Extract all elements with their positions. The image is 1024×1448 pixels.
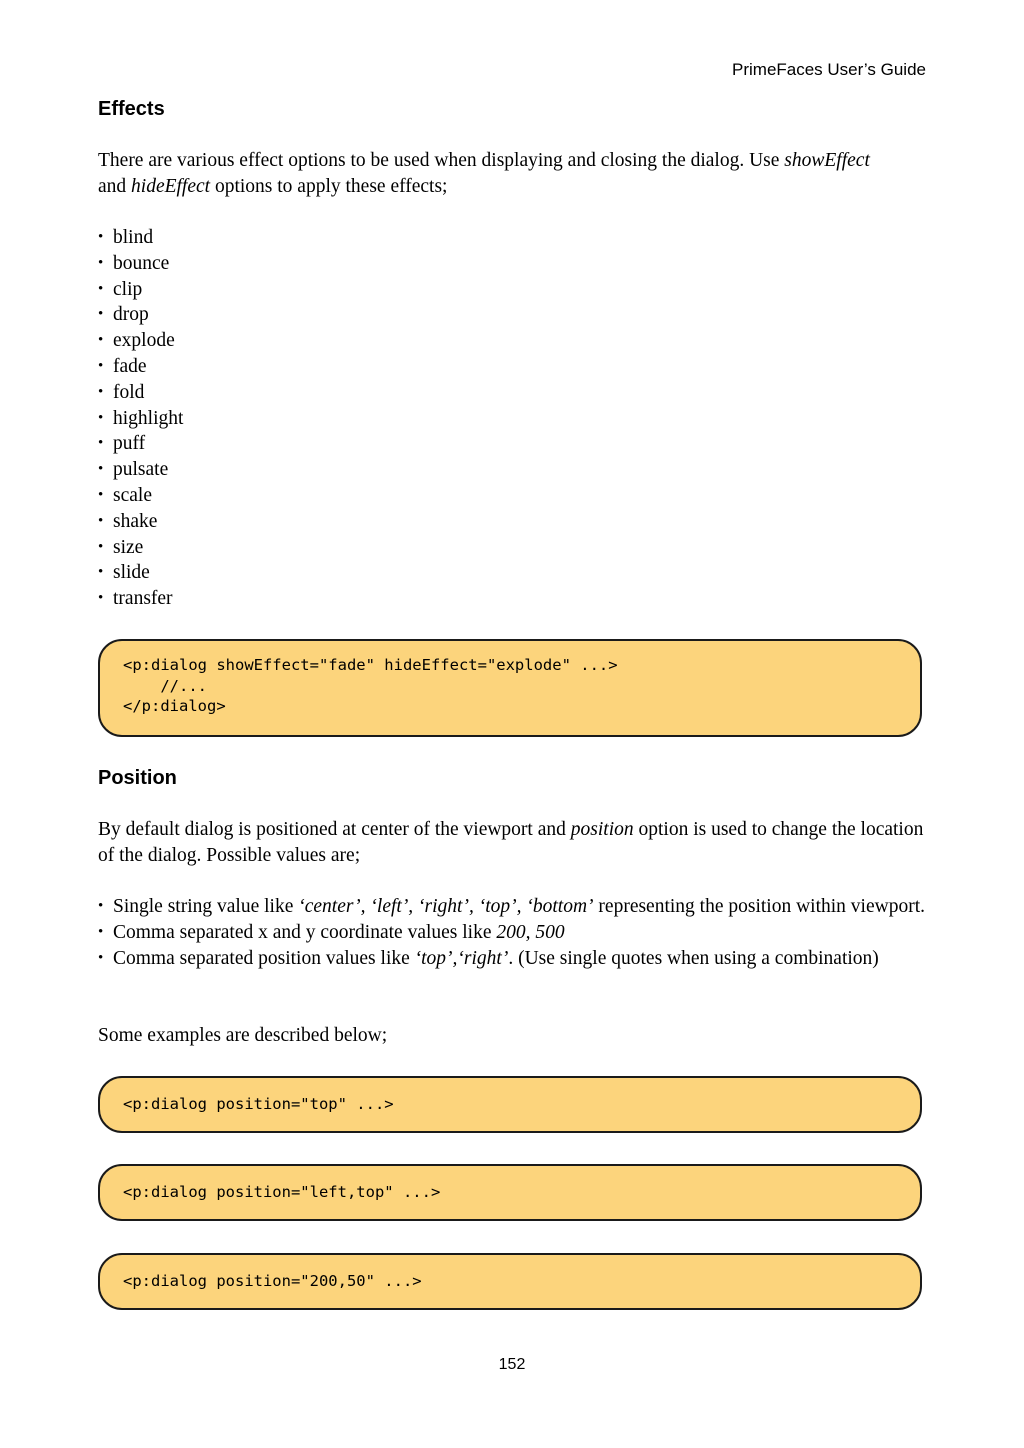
list-item: [98, 920, 928, 946]
list-item: • scale: [98, 483, 183, 509]
hide-effect-term: hideEffect: [131, 176, 211, 197]
bullet-text: . (Use single quotes when using a combination): [508, 947, 879, 969]
list-item: • explode: [98, 328, 183, 354]
list-item: • puff: [98, 431, 183, 457]
bullet-text: representing the position within viewport.: [593, 896, 925, 917]
effects-intro: [98, 148, 928, 200]
bullet-emphasis: ‘top’,‘right’: [414, 947, 509, 969]
list-item: • pulsate: [98, 457, 183, 483]
list-item: • drop: [98, 302, 183, 328]
bullet-text: Single string value like: [113, 896, 299, 917]
position-options-list: [98, 894, 928, 971]
bullet-emphasis: 200, 500: [496, 921, 565, 943]
list-item: • bounce: [98, 251, 183, 277]
effects-list: [98, 225, 183, 612]
effects-intro-text-3: options to apply these effects;: [210, 176, 448, 197]
running-header: PrimeFaces User’s Guide: [732, 60, 926, 79]
position-intro: [98, 817, 928, 869]
list-item: • clip: [98, 277, 183, 303]
bullet-text: Comma separated position values like: [113, 947, 415, 969]
list-item: • fold: [98, 380, 183, 406]
list-item: • blind: [98, 225, 183, 251]
list-item: • highlight: [98, 406, 183, 432]
bullet-text: Comma separated x and y coordinate values like: [113, 921, 497, 943]
list-item: • size: [98, 535, 183, 561]
page-number: 152: [498, 1356, 526, 1373]
position-code-left-top: <p:dialog position="left,top" ...>: [98, 1164, 922, 1221]
list-item: [98, 946, 928, 972]
position-code-coordinates: <p:dialog position="200,50" ...>: [98, 1253, 922, 1310]
effects-code-block: <p:dialog showEffect="fade" hideEffect="explode" ...> //... </p:dialog>: [98, 639, 922, 737]
show-effect-term: showEffect: [784, 150, 870, 171]
list-item: [98, 894, 928, 920]
position-intro-text-1: By default dialog is positioned at center of the viewport and: [98, 819, 571, 840]
position-term: position: [570, 819, 634, 840]
effects-intro-text-2: and: [98, 176, 132, 197]
list-item: • slide: [98, 560, 183, 586]
list-item: • transfer: [98, 586, 183, 612]
position-heading: Position: [98, 767, 177, 789]
position-code-top: <p:dialog position="top" ...>: [98, 1076, 922, 1133]
effects-intro-text-1: There are various effect options to be used when displaying and closing the dialog. Use: [98, 150, 785, 171]
list-item: • fade: [98, 354, 183, 380]
examples-intro: Some examples are described below;: [98, 1025, 388, 1046]
position-intro-text-2: option is used to change the location of the dialog. Possible values are;: [98, 819, 924, 866]
effects-heading: Effects: [98, 98, 165, 120]
bullet-emphasis: ‘center’, ‘left’, ‘right’, ‘top’, ‘bottom’: [298, 896, 594, 917]
list-item: • shake: [98, 509, 183, 535]
